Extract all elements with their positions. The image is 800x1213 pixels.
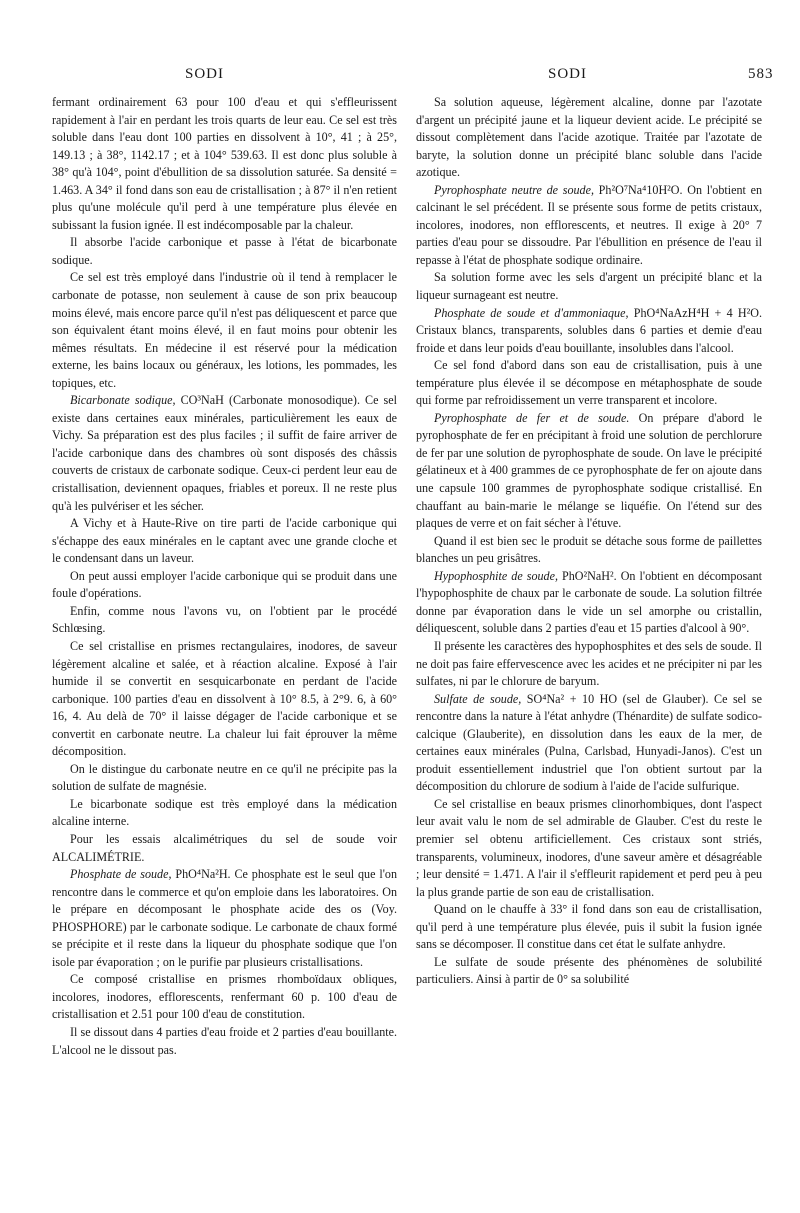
running-head-right: SODI [548, 66, 588, 82]
paragraph: Sa solution forme avec les sels d'argent un précipité blanc et la liqueur surnageant est neutre. [416, 270, 762, 303]
paragraph: Quand il est bien sec le produit se détache sous forme de paillettes blanches un peu grisâtres. [416, 533, 762, 566]
paragraph: Pyrophosphate de fer et de soude. On prépare d'abord le pyrophosphate de fer en précipitant à froid une solution de perchlorure de fer par une solution de pyrophosphate de soude. On lave le précipité gélatineux et à 400 grammes de ce pyrophosphate de fer on ajoute dans une capsule 100 grammes de pyrophosphate sodique cristallisé. En chauffant au bain-marie le mélange se liquéfie. On l'étend sur des plaques de verre et on fait sécher à l'étuve. [416, 410, 762, 531]
paragraph: Le bicarbonate sodique est très employé dans la médication alcaline interne. [52, 796, 397, 829]
paragraph: Ce sel cristallise en beaux prismes clinorhombiques, dont l'aspect leur avait valu le nom de sel admirable de Glauber. C'est du reste le premier sel obtenu artificiellement. Ces cristaux sont striés, transparents, volumineux, inodores, d'une saveur amère et désagréable ; leur densité = 1.471. A l'air il s'effleurit rapidement et perd peu à peu la plus grande partie de son eau de cristallisation. [416, 796, 762, 899]
paragraph: Il présente les caractères des hypophosphites et des sels de soude. Il ne doit pas faire effervescence avec les acides et ne précipiter ni par les sulfates, ni par le chlorure de baryum. [416, 638, 762, 689]
right-text-column [416, 94, 762, 989]
paragraph: Il se dissout dans 4 parties d'eau froide et 2 parties d'eau bouillante. L'alcool ne le dissout pas. [52, 1024, 397, 1057]
page-number: 583 [748, 66, 774, 82]
left-text-column [52, 94, 397, 1059]
paragraph: Phosphate de soude, PhO⁴Na²H. Ce phosphate est le seul que l'on rencontre dans le commerce et qu'on emploie dans les laboratoires. On le prépare en décomposant le phosphate acide des os (Voy. PHOSPHORE) par le carbonate sodique. Le carbonate de chaux formé se précipite et il reste dans la liqueur du phosphate sodique que l'on isole par évaporation ; on le purifie par plusieurs cristallisations. [52, 867, 397, 969]
paragraph: On le distingue du carbonate neutre en ce qu'il ne précipite pas la solution de sulfate de magnésie. [52, 761, 397, 794]
paragraph: Ce composé cristallise en prismes rhomboïdaux obliques, incolores, inodores, efflorescents, renfermant 60 p. 100 d'eau de cristallisation et 2.51 pour 100 d'eau de constitution. [52, 972, 397, 1022]
paragraph: Phosphate de soude et d'ammoniaque, PhO⁴NaAzH⁴H + 4 H²O. Cristaux blancs, transparents, solubles dans 6 parties et demie d'eau froide et dans leur poids d'eau bouillante, insolubles dans l'alcool. [416, 305, 763, 355]
paragraph: A Vichy et à Haute-Rive on tire parti de l'acide carbonique qui s'échappe des eaux minérales en le captant avec une grande cloche et le condensant dans un laveur. [52, 516, 397, 566]
paragraph: Sulfate de soude, SO⁴Na² + 10 HO (sel de Glauber). Ce sel se rencontre dans la nature à l'état anhydre (Thénardite) de sulfate sodico-calcique (Glauberite), en dissolution dans les eaux de la mer, de certaines eaux minérales (Pulna, Carlsbad, Hunyadi-Janos). C'est un produit essentiellement industriel que l'on obtient surtout par la décomposition du chlorure de sodium à l'aide de l'acide sulfurique. [416, 691, 762, 794]
paragraph: Quand on le chauffe à 33° il fond dans son eau de cristallisation, qu'il perd à une température plus élevée, puis il subit la fusion ignée sans se décomposer. Il constitue dans cet état le sulfate anhydre. [416, 902, 762, 952]
paragraph: Pyrophosphate neutre de soude, Ph²O⁷Na⁴10H²O. On l'obtient en calcinant le sel précédent. Il se présente sous forme de petits cristaux, incolores, inodores, non efflorescents, et neutres. Il exige à 20° 7 parties d'eau pour se dissoudre. Par l'ébullition en présence de l'eau il repasse à l'état de phosphate sodique ordinaire. [416, 182, 762, 267]
paragraph: Ce sel cristallise en prismes rectangulaires, inodores, de saveur légèrement alcaline et salée, et à réaction alcaline. Exposé à l'air humide il se convertit en sesquicarbonate en perdant de l'acide carbonique. 100 parties d'eau en dissolvent à 10° 8.5, à 2°9. 6, à 60° 16, 4. Au delà de 70° il laisse dégager de l'acide carbonique et se convertit en carbonate neutre. La chaleur lui fait éprouver la même décomposition. [52, 638, 397, 759]
paragraph: Enfin, comme nous l'avons vu, on l'obtient par le procédé Schlœsing. [52, 603, 397, 636]
paragraph: On peut aussi employer l'acide carbonique qui se produit dans une foule d'opérations. [52, 568, 397, 601]
paragraph: Ce sel fond d'abord dans son eau de cristallisation, puis à une température plus élevée il se décompose en métaphosphate de soude qui forme par refroidissement un verre transparent et incolore. [416, 358, 762, 408]
paragraph: Bicarbonate sodique, CO³NaH (Carbonate monosodique). Ce sel existe dans certaines eaux minérales, particulièrement les eaux de Vichy. Sa préparation est des plus faciles ; il suffit de faire arriver de l'acide carbonique dans des chambres où sont disposés des châssis couverts de cristaux de carbonate sodique. Ceux-ci perdent leur eau de cristallisation, deviennent opaques, friables et poreux. Il ne reste plus qu'à les pulvériser et les sécher. [52, 393, 397, 513]
paragraph: Hypophosphite de soude, PhO²NaH². On l'obtient en décomposant l'hypophosphite de chaux par le carbonate de soude. La solution filtrée donne par évaporation dans le vide un sel amorphe ou cristallin, déliquescent, soluble dans 2 parties d'eau et 15 parties d'alcool à 90°. [416, 568, 762, 636]
running-head-left: SODI [185, 66, 225, 82]
paragraph: Pour les essais alcalimétriques du sel de soude voir ALCALIMÉTRIE. [52, 831, 397, 864]
paragraph: Le sulfate de soude présente des phénomènes de solubilité particuliers. Ainsi à partir de 0° sa solubilité [416, 954, 762, 987]
paragraph: fermant ordinairement 63 pour 100 d'eau et qui s'effleurissent rapidement à l'air en perdant les trois quarts de leur eau. Ce sel est très soluble dans l'eau dont 100 parties en dissolvent à 10°, 41 ; à 25°, 149.13 ; à 38°, 1142.17 ; et à 104° 539.63. Il est donc plus soluble à 38° qu'à 104°, point d'ébullition de sa dissolution saturée. Sa densité = 1.463. A 34° il fond dans son eau de cristallisation ; à 87° il n'en retient plus qu'une molécule qu'il perd à une température plus élevée en subissant la fusion ignée. Il est indécomposable par la chaleur. [52, 95, 397, 232]
paragraph: Il absorbe l'acide carbonique et passe à l'état de bicarbonate sodique. [52, 235, 397, 267]
paragraph: Sa solution aqueuse, légèrement alcaline, donne par l'azotate d'argent un précipité jaune et la liqueur devient acide. Le précipité se dissout complètement dans l'acide azotique. Traitée par l'azotate de baryte, la solution donne un précipité blanc soluble dans l'acide azotique. [416, 95, 762, 180]
paragraph: Ce sel est très employé dans l'industrie où il tend à remplacer le carbonate de potasse, non seulement à cause de son prix beaucoup moins élevé, mais encore parce qu'il n'est pas déliquescent et parce que son équivalent étant moins élevé, il en faut moins pour obtenir les mêmes résultats. En médecine il est réservé pour la médication externe, les bains locaux ou généraux, les lotions, les pommades, les topiques, etc. [52, 270, 397, 390]
